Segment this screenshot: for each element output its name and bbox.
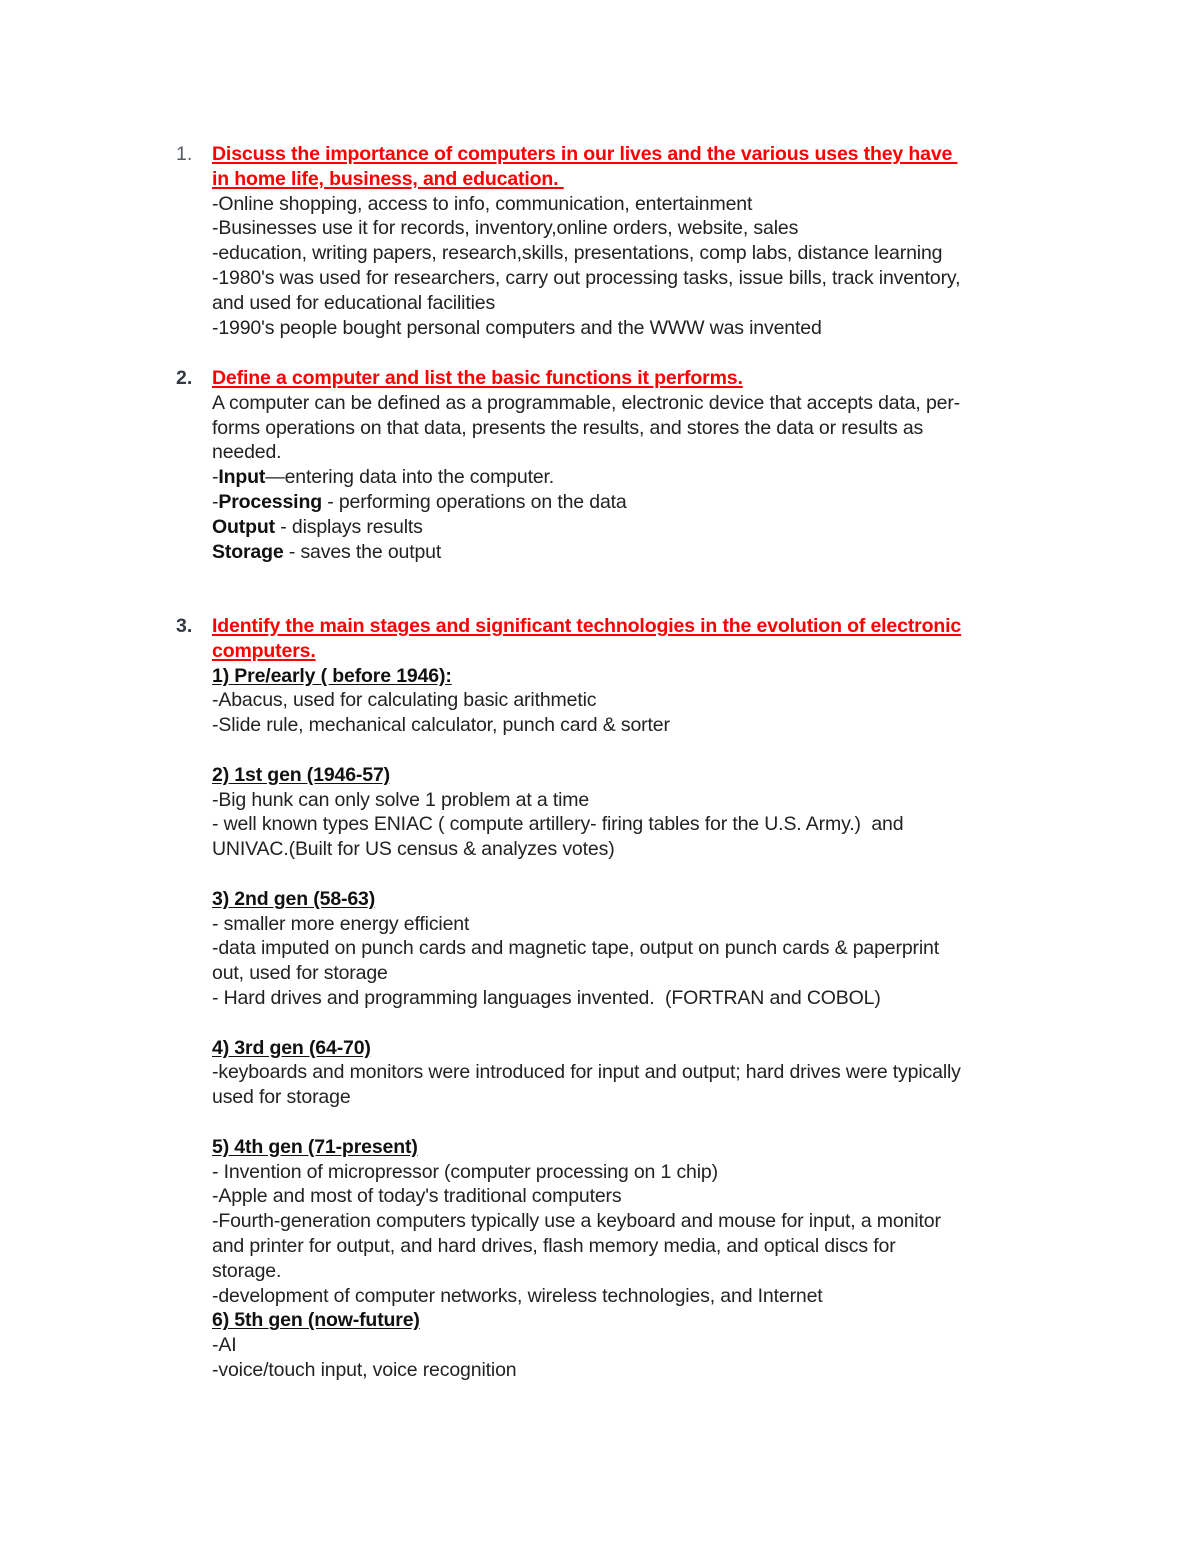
spacer <box>212 1110 1076 1135</box>
stage-line: -Abacus, used for calculating basic arithmetic <box>212 689 597 712</box>
stage-line: -AI <box>212 1334 237 1357</box>
stage-line: out, used for storage <box>212 962 388 985</box>
function-storage <box>212 540 1076 565</box>
stage-title: 4) 3rd gen (64-70) <box>212 1036 371 1059</box>
question-1 <box>176 142 1076 340</box>
definition-line: A computer can be defined as a programmable, electronic device that accepts data, per- <box>212 391 961 414</box>
question-heading: Define a computer and list the basic functions it performs. <box>212 367 743 389</box>
function-input <box>212 465 1076 490</box>
function-desc: - performing operations on the data <box>321 490 627 513</box>
stage-line: -data imputed on punch cards and magnetic tape, output on punch cards & paperprint <box>212 937 940 960</box>
stage-title: 6) 5th gen (now-future) <box>212 1309 420 1332</box>
stage-line: -Apple and most of today's traditional computers <box>212 1185 622 1208</box>
answer-line: -Online shopping, access to info, communication, entertainment <box>212 192 753 215</box>
stage-line: -development of computer networks, wireless technologies, and Internet <box>212 1284 823 1307</box>
function-output <box>212 515 1076 540</box>
question-number: 1. <box>176 143 193 165</box>
spacer <box>212 1011 1076 1036</box>
definition-line: needed. <box>212 441 282 464</box>
stage-line: UNIVAC.(Built for US census & analyzes votes) <box>212 838 615 861</box>
question-heading: computers. <box>212 639 316 662</box>
answer-line: -1990's people bought personal computers and the WWW was invented <box>212 316 822 339</box>
answer-line: and used for educational facilities <box>212 291 496 314</box>
spacer <box>212 738 1076 763</box>
question-heading: Identify the main stages and significant technologies in the evolution of electronic <box>212 615 962 637</box>
question-2 <box>176 366 1076 564</box>
function-desc: —entering data into the computer. <box>265 466 555 489</box>
definition-line: forms operations on that data, presents the results, and stores the data or results as <box>212 416 924 439</box>
question-heading: in home life, business, and education. <box>212 167 564 190</box>
function-processing <box>212 490 1076 515</box>
question-heading: Discuss the importance of computers in our lives and the various uses they have <box>212 143 958 165</box>
bullet-prefix: - <box>212 490 219 513</box>
answer-line: -education, writing papers, research,skills, presentations, comp labs, distance learning <box>212 242 943 265</box>
question-3 <box>176 614 1076 1383</box>
stage-line: -Big hunk can only solve 1 problem at a time <box>212 788 590 811</box>
function-term: Processing <box>218 490 322 513</box>
stage-line: - Hard drives and programming languages invented. (FORTRAN and COBOL) <box>212 986 881 1009</box>
stage-line: - well known types ENIAC ( compute artillery- firing tables for the U.S. Army.) and <box>212 813 904 836</box>
stage-title: 1) Pre/early ( before 1946): <box>212 664 452 687</box>
stage-line: and printer for output, and hard drives, flash memory media, and optical discs for <box>212 1234 896 1257</box>
function-desc: - displays results <box>275 515 423 538</box>
stage-title: 5) 4th gen (71-present) <box>212 1135 418 1158</box>
stage-line: -keyboards and monitors were introduced for input and output; hard drives were typically <box>212 1061 961 1084</box>
function-term: Storage <box>212 540 284 563</box>
function-term: Output <box>212 515 275 538</box>
stage-title: 2) 1st gen (1946-57) <box>212 763 390 786</box>
question-number: 3. <box>176 615 193 637</box>
stage-line: -voice/touch input, voice recognition <box>212 1358 517 1381</box>
answer-line: -Businesses use it for records, inventory,online orders, website, sales <box>212 217 799 240</box>
stage-line: -Slide rule, mechanical calculator, punch card & sorter <box>212 714 670 737</box>
answer-line: -1980's was used for researchers, carry out processing tasks, issue bills, track inventory, <box>212 266 961 289</box>
stage-title: 3) 2nd gen (58-63) <box>212 887 376 910</box>
question-number: 2. <box>176 367 193 389</box>
stage-line: - smaller more energy efficient <box>212 912 470 935</box>
stage-line: -Fourth-generation computers typically use a keyboard and mouse for input, a monitor <box>212 1210 941 1233</box>
function-desc: - saves the output <box>283 540 442 563</box>
bullet-prefix: - <box>212 466 219 489</box>
function-term: Input <box>218 466 266 489</box>
spacer <box>212 862 1076 887</box>
stage-line: - Invention of micropressor (computer processing on 1 chip) <box>212 1160 718 1183</box>
stage-line: used for storage <box>212 1086 351 1109</box>
stage-line: storage. <box>212 1259 282 1282</box>
